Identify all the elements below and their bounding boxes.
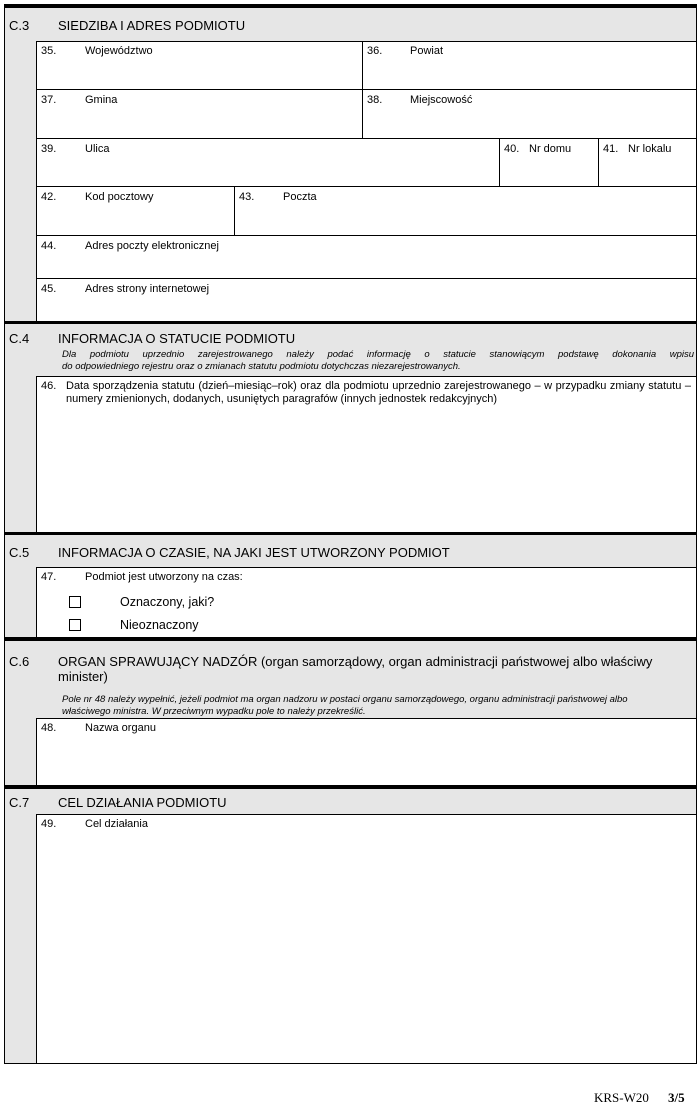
field-number: 41. — [603, 143, 619, 155]
section-c6-note-2: właściwego ministra. W przeciwnym wypadku pole to należy przekreślić. — [62, 706, 366, 717]
field-label: Nr domu — [529, 143, 572, 155]
section-c5-gutter — [4, 567, 36, 638]
field-number: 37. — [41, 94, 57, 106]
field-number: 36. — [367, 45, 383, 57]
field-number: 43. — [239, 191, 255, 203]
field-label: Adres strony internetowej — [85, 283, 210, 295]
field-cel-dzialania[interactable] — [36, 814, 697, 1064]
field-label: Powiat — [410, 45, 444, 57]
section-c3-code: C.3 — [9, 18, 30, 33]
option-nieoznaczony-label: Nieoznaczony — [120, 618, 199, 632]
field-label-2: numery zmienionych, dodanych, usuniętych paragrafów (innych jednostek redakcyjnych) — [66, 393, 498, 405]
section-c3-gutter — [4, 41, 36, 322]
field-label: Nr lokalu — [628, 143, 672, 155]
field-label: Adres poczty elektronicznej — [85, 240, 219, 252]
field-number: 48. — [41, 722, 57, 734]
field-label: Ulica — [85, 143, 110, 155]
field-number: 39. — [41, 143, 57, 155]
field-number: 46. — [41, 380, 57, 392]
field-label: Poczta — [283, 191, 317, 203]
section-c4-gutter — [4, 376, 36, 534]
field-number: 38. — [367, 94, 383, 106]
section-c3-title: SIEDZIBA I ADRES PODMIOTU — [58, 18, 246, 33]
section-c4-note-2: do odpowiedniego rejestru oraz o zmianach statutu podmiotu dotychczas niezarejestrowanych. — [62, 361, 461, 372]
field-number: 35. — [41, 45, 57, 57]
field-number: 40. — [504, 143, 520, 155]
section-c7-code: C.7 — [9, 795, 30, 810]
field-number: 45. — [41, 283, 57, 295]
section-c6-note: Pole nr 48 należy wypełnić, jeżeli podmiot ma organ nadzoru w postaci organu samorządowego, organu administracji państwowej albo — [62, 694, 628, 705]
field-label: Gmina — [85, 94, 118, 106]
section-c5-title: INFORMACJA O CZASIE, NA JAKI JEST UTWORZONY PODMIOT — [58, 545, 450, 560]
field-number: 42. — [41, 191, 57, 203]
section-c7-title: CEL DZIAŁANIA PODMIOTU — [58, 795, 227, 810]
section-c4-code: C.4 — [9, 331, 30, 346]
section-c5-code: C.5 — [9, 545, 30, 560]
form-code: KRS-W20 — [594, 1090, 649, 1105]
field-label: Podmiot jest utworzony na czas: — [85, 571, 243, 583]
page-number: 3/5 — [668, 1090, 685, 1105]
field-label: Województwo — [85, 45, 153, 57]
field-label: Data sporządzenia statutu (dzień–miesiąc–rok) oraz dla podmiotu uprzednio zarejestrowanego – w przypadku zmiany statutu – — [66, 380, 691, 392]
section-c6-gutter — [4, 718, 36, 786]
field-number: 47. — [41, 571, 57, 583]
section-c4-title: INFORMACJA O STATUCIE PODMIOTU — [58, 331, 296, 346]
section-c6-title: ORGAN SPRAWUJĄCY NADZÓR (organ samorządowy, organ administracji państwowej albo właściwy — [58, 654, 653, 669]
section-c4-note: Dla podmiotu uprzednio zarejestrowanego należy podać informację o statucie stanowiącym podstawę dokonania wpisu — [62, 349, 694, 360]
section-c6-code: C.6 — [9, 654, 30, 669]
option-oznaczony-label: Oznaczony, jaki? — [120, 595, 215, 609]
section-c7-gutter — [4, 814, 36, 1064]
checkbox-oznaczony[interactable] — [69, 596, 81, 608]
field-number: 44. — [41, 240, 57, 252]
field-label: Miejscowość — [410, 94, 473, 106]
field-label: Cel działania — [85, 818, 148, 830]
section-c6-title-2: minister) — [58, 669, 108, 684]
field-number: 49. — [41, 818, 57, 830]
field-label: Kod pocztowy — [85, 191, 154, 203]
field-label: Nazwa organu — [85, 722, 156, 734]
checkbox-nieoznaczony[interactable] — [69, 619, 81, 631]
